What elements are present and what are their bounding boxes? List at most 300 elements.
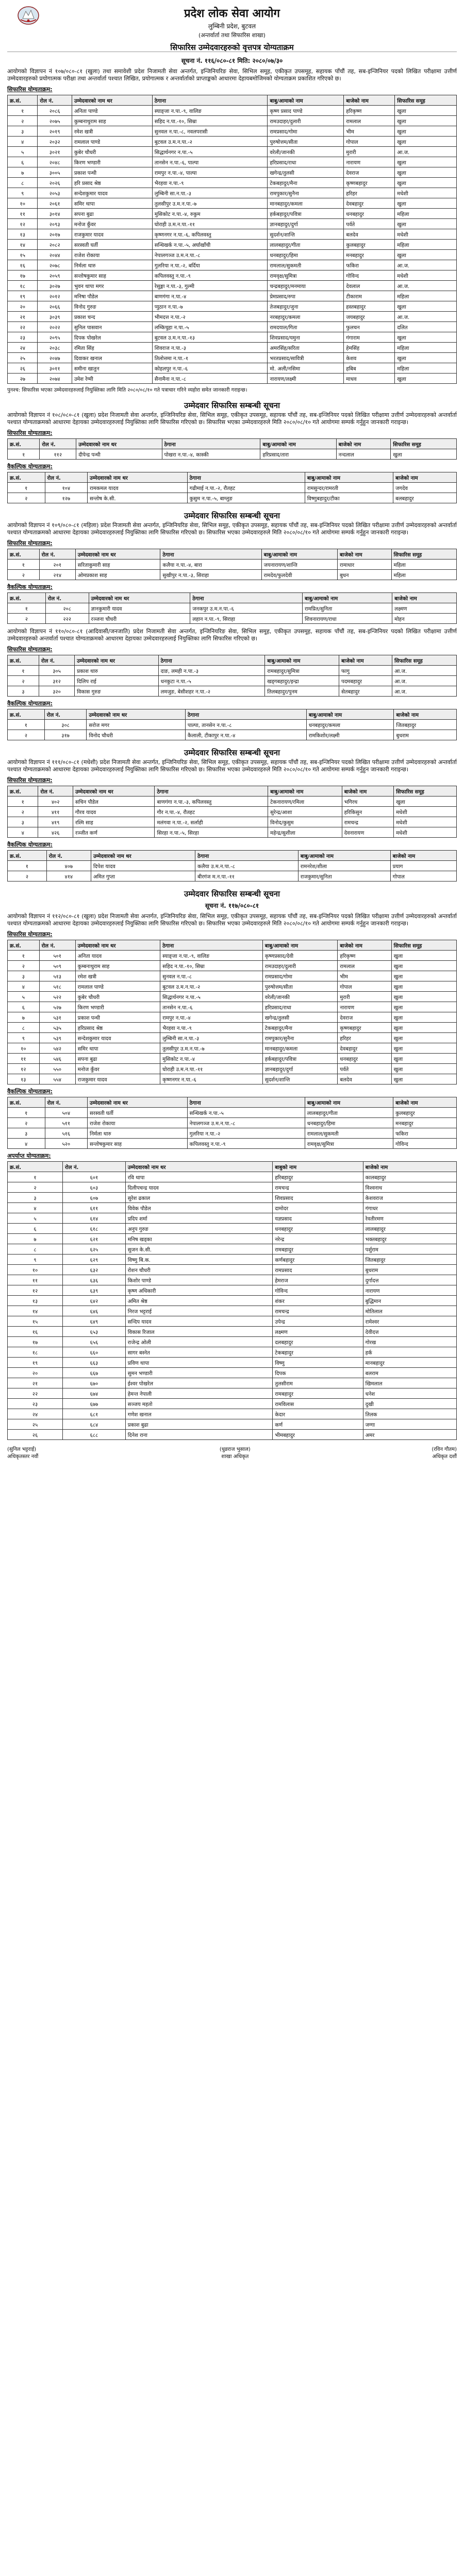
table-cell: १९ — [8, 1358, 63, 1368]
table-cell: १ — [8, 449, 40, 460]
table-cell: उपेन्द्र — [273, 1316, 363, 1327]
table-row — [8, 332, 457, 343]
table-cell: ६४६ — [63, 1306, 126, 1316]
table-cell: १ — [8, 1172, 63, 1182]
table-cell: दलबहादुर — [273, 1337, 363, 1347]
section-title: उम्मेदवार सिफारिस सम्बन्धी सूचना — [184, 889, 280, 899]
table-cell: धनबहादुर — [273, 1224, 363, 1234]
table-row — [8, 250, 457, 260]
table-row — [8, 1172, 457, 1182]
table-cell: रञ्जीत कर्ण — [73, 827, 155, 838]
table-cell: स्याङ्जा न.पा.-९, वालिङ — [152, 106, 268, 116]
table-cell: १४ — [8, 240, 38, 250]
table-cell: ३१७ — [44, 730, 87, 740]
column-header: उम्मेदवारको नाम थर — [76, 439, 162, 449]
table-cell: ११ — [8, 209, 38, 219]
table-cell: २ — [8, 570, 40, 580]
table-cell: २०४४ — [38, 250, 72, 260]
signer-name-right: (रविन गौतम) — [432, 1447, 457, 1452]
table-row — [8, 374, 457, 384]
table-cell: ३ — [8, 971, 40, 981]
table-header-row — [8, 549, 457, 560]
table-cell: २०५३ — [38, 188, 72, 198]
column-header: उम्मेदवारको नाम थर — [73, 786, 155, 796]
table-cell: भक्तबहादुर — [363, 1234, 456, 1244]
table-label: सिफारिस योग्यताक्रम: — [7, 430, 53, 436]
province-name: लुम्बिनी प्रदेश, बुटवल — [208, 23, 256, 30]
table-cell: केशवराज — [363, 1193, 456, 1203]
table-cell: दाङ, लमही न.पा.-३ — [158, 666, 265, 676]
column-header: बाबु/आमाको नाम — [302, 593, 392, 603]
table-cell: सरोज मगर — [87, 720, 186, 730]
table-cell: ५१८ — [39, 981, 75, 992]
table-row — [8, 291, 457, 301]
table-cell: खुला — [395, 353, 457, 363]
section-title: उम्मेदवार सिफारिस सम्बन्धी सूचना — [184, 748, 280, 757]
table-cell: ५३५ — [39, 1023, 75, 1033]
table-row — [8, 209, 457, 219]
table-cell: २७ — [8, 374, 38, 384]
column-header: बाबु/आमाको नाम — [265, 655, 339, 666]
table-cell: मनोज कुँवर — [72, 219, 152, 229]
table-cell: ५११ — [45, 1118, 87, 1128]
table-cell: रवि थापा — [125, 1172, 273, 1182]
table-row — [8, 157, 457, 167]
table-cell: कृष्णप्रसाद/देवी — [262, 951, 338, 961]
table-cell: रामेश्वर — [363, 1316, 456, 1327]
table-cell: कृष्ण प्रसाद पाण्डे — [268, 106, 344, 116]
table-cell: रामदेव/फुलदेवी — [261, 570, 337, 580]
column-header: उम्मेदवारको नाम थर — [89, 593, 190, 603]
signer-role-middle: शाखा अधिकृत — [221, 1454, 249, 1460]
table-cell: टीकाराम — [344, 291, 395, 301]
table-cell: खुला — [395, 332, 457, 343]
table-cell: भीम — [344, 126, 395, 137]
table-row — [8, 603, 457, 614]
table-cell: लुम्बिनी सा.न.पा.-३ — [152, 188, 268, 198]
table-cell: ८ — [8, 1023, 40, 1033]
table-cell: ४ — [8, 1139, 45, 1149]
table-cell: निर्मला थारु — [72, 260, 152, 270]
table-cell: रमेश खत्री — [72, 126, 152, 137]
table-cell: हरिबहादुर — [273, 1172, 363, 1182]
table-cell: हरिप्रसाद/तारा — [260, 449, 336, 460]
table-cell: हरि प्रसाद श्रेष्ठ — [72, 178, 152, 188]
table-row — [8, 219, 457, 229]
column-header: सिफारिस समूह — [391, 549, 456, 560]
table-cell: ६०१ — [63, 1172, 126, 1182]
table-cell: खुला — [395, 157, 457, 167]
table-cell: विष्णु — [273, 1358, 363, 1368]
table-cell: ३०८ — [44, 720, 87, 730]
table-cell: दामोदर — [273, 1203, 363, 1213]
table-cell: किशोर पाण्डे — [125, 1275, 273, 1285]
table-cell: देवबहादुर — [338, 1043, 391, 1054]
table-cell: सन्तोष के.सी. — [88, 493, 188, 503]
signer-name-middle: (धुव्रराज भुसाल) — [219, 1447, 251, 1452]
table-cell: पोखरा न.पा.-४, कास्की — [162, 449, 260, 460]
table-row — [8, 449, 457, 460]
column-header: ठेगाना — [195, 851, 299, 861]
table-cell: २०५९ — [38, 270, 72, 281]
table-cell: धनकुटा न.पा.-५ — [158, 676, 265, 686]
notice-paragraph: आयोगको विज्ञापन नं ११०/०८०-८१ (आदिवासी/जनजाति) प्रदेश निजामती सेवा अन्तर्गत, इन्जिनियरिङ सेवा, सिभिल समूह, एकीकृत उपसमूह, सहायक पाँचौं तह, सब-इन्जिनियर पदको लिखित परीक्षामा उत्तीर्ण उम्मेदवारहरुको अन्तर्वार्ता पश्चात योग्यताक्रमको आधारमा देहायका उम्मेदवारहरुलाई नियुक्तिका लागि सिफारिस गरिएको छ। — [7, 628, 457, 642]
table-cell: आ.ज. — [392, 666, 457, 676]
column-header: बाजेको नाम — [338, 549, 391, 560]
column-header: बाबु/आमाको नाम — [268, 95, 344, 106]
table-cell: समीना खातुन — [72, 363, 152, 374]
table-cell: ५३१ — [39, 1012, 75, 1023]
column-header: बाबु/आमाको नाम — [260, 439, 336, 449]
table-cell: प्रेमप्रसाद/रुपा — [268, 291, 344, 301]
table-row — [8, 1368, 457, 1378]
table-row — [8, 720, 457, 730]
signatures — [7, 1445, 457, 1460]
table-cell: हर्कबहादुर/पवित्रा — [268, 209, 344, 219]
table-cell: गोविन्द — [393, 1139, 457, 1149]
table-cell: तुलसीपुर उ.म.न.पा.-७ — [160, 1043, 263, 1054]
table-row — [8, 796, 457, 807]
table-row — [8, 322, 457, 332]
table-cell: ४१९ — [38, 817, 73, 827]
table-cell: ५२२ — [39, 992, 75, 1002]
table-label: सिफारिस योग्यताक्रम: — [7, 540, 53, 547]
table-cell: दिनेश राना — [125, 1430, 273, 1440]
table-cell: सुजन के.सी. — [125, 1244, 273, 1255]
column-header: रोल नं. — [63, 1162, 126, 1172]
table-cell: देवबहादुर — [344, 198, 395, 209]
column-header: सिफारिस समूह — [395, 95, 457, 106]
table-cell: कुलबहादुर — [393, 1108, 457, 1118]
table-cell: २२२ — [45, 614, 89, 624]
table-cell: समिर थापा — [72, 198, 152, 209]
table-cell: सिद्धार्थनगर न.पा.-५ — [160, 992, 263, 1002]
table-cell: धनबहादुर/कमला — [306, 720, 394, 730]
table-row — [8, 951, 457, 961]
table-cell: कृष्णनगर न.पा.-६, कपिलवस्तु — [152, 229, 268, 240]
table-cell: ४११ — [38, 807, 73, 817]
table-cell: २ — [8, 116, 38, 126]
table-row — [8, 301, 457, 312]
table-cell: ६२१ — [63, 1234, 126, 1244]
table-label: सिफारिस योग्यताक्रम: — [7, 777, 53, 784]
table-row — [8, 1193, 457, 1203]
table-cell: सुमन भण्डारी — [125, 1368, 273, 1378]
table-cell: सुरेश ढकाल — [125, 1193, 273, 1203]
table-cell: ज्ञानकुमारी यादव — [89, 603, 190, 614]
table-cell: लालबहादुर/गीता — [268, 240, 344, 250]
table-cell: ४१४ — [46, 871, 91, 882]
table-cell: ३०३९ — [38, 312, 72, 322]
table-cell: १ — [8, 560, 40, 570]
candidate-table — [7, 1097, 457, 1149]
table-cell: २२ — [8, 322, 38, 332]
table-cell: सन्देशकुमार यादव — [75, 1033, 160, 1043]
table-cell: नारायण — [363, 1285, 456, 1296]
table-cell: ३ — [8, 817, 38, 827]
page-header — [7, 4, 457, 52]
column-header: सिफारिस समूह — [391, 940, 456, 951]
table-cell: अमरसिंह/सरिता — [268, 343, 344, 353]
table-cell: ४ — [8, 827, 38, 838]
column-header: क्र.सं. — [8, 709, 45, 720]
table-cell: सपना बुढा — [72, 209, 152, 219]
table-cell: ११ — [8, 1275, 63, 1285]
table-cell: रामलाल — [338, 961, 391, 971]
table-cell: मुरारी — [338, 992, 391, 1002]
table-row — [8, 1224, 457, 1234]
table-cell: ३ — [8, 1128, 45, 1139]
table-cell: १२७ — [45, 493, 87, 503]
table-cell: विनोद/कुसुम — [268, 817, 342, 827]
table-cell: गुलरिया न.पा.-२, बर्दिया — [152, 260, 268, 270]
table-cell: २०२६ — [38, 178, 72, 188]
table-cell: १ — [8, 796, 38, 807]
table-cell: महिला — [391, 560, 456, 570]
table-cell: गौर न.पा.-४, रौतहट — [155, 807, 268, 817]
table-cell: सिद्धार्थनगर न.पा.-५ — [152, 147, 268, 157]
table-cell: ६४२ — [63, 1296, 126, 1306]
column-header: बाबु/आमाको नाम — [262, 940, 338, 951]
table-cell: भीमदत्त न.पा.-२ — [152, 312, 268, 322]
table-cell: ८ — [8, 1244, 63, 1255]
table-cell: २०४७ — [38, 353, 72, 363]
table-row — [8, 240, 457, 250]
table-cell: गोपाल — [344, 137, 395, 147]
table-cell: ६६३ — [63, 1358, 126, 1368]
table-cell: २०१२ — [38, 291, 72, 301]
table-cell: देवीदत्त — [363, 1327, 456, 1337]
table-cell: खुला — [391, 1043, 456, 1054]
table-cell: किरण भण्डारी — [72, 157, 152, 167]
table-cell: आ.ज. — [395, 260, 457, 270]
table-cell: बुटवल उ.म.न.पा.-२ — [160, 981, 263, 992]
table-row — [8, 1316, 457, 1327]
table-row — [8, 1182, 457, 1193]
table-cell: तानसेन न.पा.-६, पाल्पा — [152, 157, 268, 167]
table-cell: सागर बस्नेत — [125, 1347, 273, 1358]
table-cell: ६ — [8, 1002, 40, 1012]
commission-title: प्रदेश लोक सेवा आयोग — [184, 7, 280, 20]
table-cell: ५ — [8, 147, 38, 157]
table-cell: कोहलपुर न.पा.-६ — [152, 363, 268, 374]
table-cell: महिला — [395, 240, 457, 250]
table-cell: १ — [8, 951, 40, 961]
table-cell: लालबहादुर — [363, 1224, 456, 1234]
table-cell: ४०७ — [46, 861, 91, 871]
table-cell: २० — [8, 301, 38, 312]
table-row — [8, 126, 457, 137]
table-row — [8, 1378, 457, 1388]
column-header: ठेगाना — [185, 709, 306, 720]
table-cell: कुलबहादुर — [344, 240, 395, 250]
column-header: रोल नं. — [38, 786, 73, 796]
table-row — [8, 686, 457, 697]
table-cell: १७ — [8, 270, 38, 281]
table-cell: ९ — [8, 1033, 40, 1043]
table-cell: २४ — [8, 1409, 63, 1419]
table-cell: सुनवल न.पा.-८ — [160, 971, 263, 981]
column-header: क्र.सं. — [8, 95, 38, 106]
candidate-table — [7, 472, 457, 503]
table-cell: वरेली/जानकी — [268, 147, 344, 157]
column-header: बाजेको नाम — [339, 655, 392, 666]
table-cell: ६३६ — [63, 1275, 126, 1285]
table-header-row — [8, 472, 457, 483]
table-row — [8, 188, 457, 198]
table-cell: २ — [8, 730, 45, 740]
table-cell: मधेशी — [394, 817, 457, 827]
signature-middle — [220, 1445, 251, 1460]
table-cell: प्रकाश पन्थी — [72, 167, 152, 178]
table-cell: ६६७ — [63, 1368, 126, 1378]
table-cell: २०७८ — [38, 260, 72, 270]
column-header: रोल नं. — [39, 940, 75, 951]
table-cell: आ.ज. — [392, 686, 457, 697]
table-cell: ३ — [8, 1193, 63, 1203]
table-cell: गणेश खनाल — [125, 1409, 273, 1419]
column-header: क्र.सं. — [8, 786, 38, 796]
table-cell: बाणगंगा न.पा.-३, कपिलवस्तु — [155, 796, 268, 807]
table-cell: रामचन्द्र — [273, 1306, 363, 1316]
column-header: बाबु/आमाको नाम — [306, 709, 394, 720]
table-cell: १ — [8, 483, 45, 493]
table-cell: २०८ — [45, 603, 89, 614]
table-cell: जनकपुर उ.म.न.पा.-६ — [190, 603, 303, 614]
signature-right — [432, 1445, 457, 1460]
table-cell: मलंगवा न.पा.-२, सर्लाही — [155, 817, 268, 827]
table-cell: १७ — [8, 1337, 63, 1347]
column-header: बाजेको नाम — [342, 786, 394, 796]
table-cell: ५४६ — [39, 1054, 75, 1064]
table-cell: रामलाल/सुकमती — [268, 260, 344, 270]
table-cell: १ — [8, 666, 39, 676]
table-cell: मनोज कुँवर — [75, 1064, 160, 1074]
table-cell: प्रविण थापा — [125, 1358, 273, 1368]
table-cell: प्रयाग — [390, 861, 456, 871]
table-cell: २०७४ — [38, 374, 72, 384]
table-cell: ६३२ — [63, 1265, 126, 1275]
table-row — [8, 666, 457, 676]
table-cell: गौरव यादव — [73, 807, 155, 817]
table-cell: खगेन्द्र/तुलसी — [268, 167, 344, 178]
column-header: ठेगाना — [155, 786, 268, 796]
table-cell: ५५४ — [39, 1074, 75, 1084]
table-cell: ३०११ — [38, 363, 72, 374]
table-cell: बुद्धिमान — [363, 1296, 456, 1306]
table-cell: भगिरथ — [342, 796, 394, 807]
table-cell: ६०७ — [63, 1193, 126, 1203]
section-title: उम्मेदवार सिफारिस सम्बन्धी सूचना — [184, 401, 280, 410]
table-cell: ५ — [8, 1213, 63, 1224]
table-cell: देवराज — [338, 1012, 391, 1023]
table-cell: खुला — [395, 106, 457, 116]
table-row — [8, 1275, 457, 1285]
column-header: बाबुको नाम — [273, 1162, 363, 1172]
notice-sections — [7, 56, 457, 1440]
table-cell: ३०५ — [39, 666, 74, 676]
table-cell: हरिकृष्ण — [344, 106, 395, 116]
table-cell: नारायण — [344, 157, 395, 167]
table-cell: २१४ — [39, 570, 75, 580]
table-cell: वरेली/जानकी — [262, 992, 338, 1002]
table-cell: रामबहादुर/सुमित्रा — [265, 666, 339, 676]
table-cell: कुम्बनाथुराम साह — [72, 116, 152, 126]
table-row — [8, 961, 457, 971]
table-cell: रामसुन्दर/रामरती — [305, 483, 393, 493]
table-cell: खुला — [395, 219, 457, 229]
column-header: ठेगाना — [187, 472, 305, 483]
table-cell: प्युठान न.पा.-७ — [152, 301, 268, 312]
column-header: क्र.सं. — [8, 472, 45, 483]
table-cell: विकास गुरुङ — [75, 686, 158, 697]
table-row — [8, 1255, 457, 1265]
table-cell: तुलसीराम — [273, 1378, 363, 1388]
column-header: बाजेको नाम — [363, 1162, 456, 1172]
table-cell: १५ — [8, 1316, 63, 1327]
table-cell: आ.ज. — [395, 147, 457, 157]
table-cell: मोतिलाल — [363, 1306, 456, 1316]
table-cell: रामविलास — [273, 1399, 363, 1409]
table-cell: अनिता यादव — [75, 951, 160, 961]
table-cell: रामपुकार/सुनैना — [268, 188, 344, 198]
table-cell: ५२० — [45, 1139, 87, 1149]
candidate-table — [7, 95, 457, 384]
signer-name-left: (सुनिल भट्टराई) — [7, 1447, 37, 1452]
table-cell: रामपुकार/सुनैना — [262, 1033, 338, 1043]
table-row — [8, 1128, 457, 1139]
table-cell: शिवप्रसाद/यमुना — [268, 332, 344, 343]
table-cell: मनिषा पौडेल — [72, 291, 152, 301]
table-cell: हरिप्रसाद श्रेष्ठ — [75, 1023, 160, 1033]
table-cell: निरज भट्टराई — [125, 1306, 273, 1316]
table-cell: सचिन पौडेल — [73, 796, 155, 807]
table-cell: रामकिशोर/लक्ष्मी — [306, 730, 394, 740]
table-cell: २ — [8, 1118, 45, 1128]
table-cell: ७ — [8, 1012, 40, 1023]
table-cell: स्याङ्जा न.पा.-९, वालिङ — [160, 951, 263, 961]
table-cell: १३ — [8, 1296, 63, 1306]
table-cell: टेकबहादुर/मैना — [268, 178, 344, 188]
signature-left — [7, 1445, 38, 1460]
table-row — [8, 1043, 457, 1054]
table-cell: ५४२ — [39, 1043, 75, 1054]
table-cell: ६७७ — [63, 1399, 126, 1409]
table-cell: हरिहर — [338, 1033, 391, 1043]
table-header-row — [8, 95, 457, 106]
table-cell: कालबहादुर — [363, 1172, 456, 1182]
table-cell: मुसिकोट न.पा.-४, रुकुम — [152, 209, 268, 219]
table-cell: कुबेर चौधरी — [72, 147, 152, 157]
table-row — [8, 1118, 457, 1128]
table-cell: २०९३ — [38, 219, 72, 229]
table-row — [8, 1306, 457, 1316]
table-cell: शिवनारायण/राधा — [302, 614, 392, 624]
table-row — [8, 1419, 457, 1430]
table-cell: खुला — [395, 301, 457, 312]
table-cell: प्रकाश थारु — [75, 666, 158, 676]
table-row — [8, 493, 457, 503]
column-header: सिफारिस समूह — [394, 786, 457, 796]
table-cell: १ — [8, 603, 46, 614]
table-row — [8, 343, 457, 353]
table-cell: नरबहादुर/कमला — [268, 312, 344, 322]
section-title: उम्मेदवार सिफारिस सम्बन्धी सूचना — [184, 511, 280, 520]
table-cell: खुला — [391, 449, 457, 460]
table-cell: ९ — [8, 188, 38, 198]
table-cell: २०२२ — [38, 322, 72, 332]
table-cell: २०९५ — [38, 332, 72, 343]
